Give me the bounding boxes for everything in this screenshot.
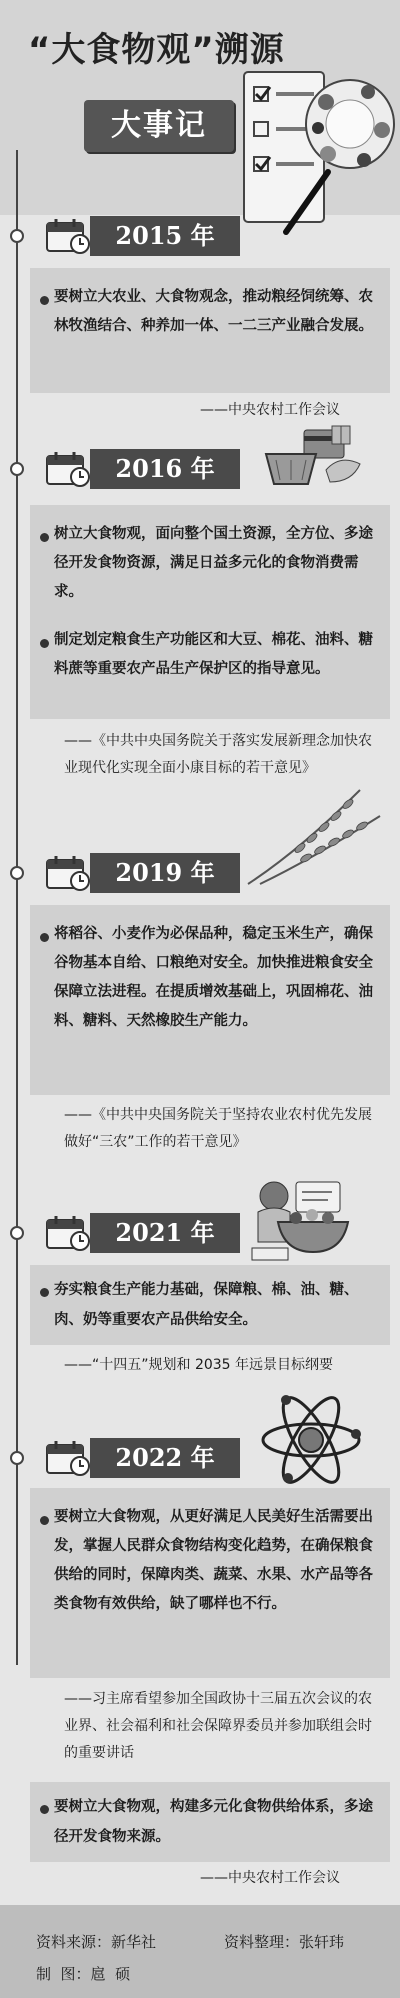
timeline-dot — [10, 229, 24, 243]
entry-text: 夯实粮食生产能力基础，保障粮、棉、油、糖、肉、奶等重要农产品供给安全。 — [54, 1282, 359, 1328]
entry-source: ——中央农村工作会议 — [200, 1870, 340, 1886]
entry-source: ——“十四五”规划和 2035 年远景目标纲要 — [64, 1357, 334, 1373]
rice-ear-icon — [240, 780, 390, 890]
entry-text: 制定划定粮食生产功能区和大豆、棉花、油料、糖料蔗等重要农产品生产保护区的指导意见。 — [54, 632, 373, 677]
entry-text: 要树立大农业、大食物观念，推动粮经饲统筹、农林牧渔结合、种养加一体、一二三产业融合发展。 — [54, 289, 373, 334]
year-label: 2015 年 — [90, 216, 240, 256]
bowl-cup-icon — [244, 1170, 374, 1262]
year-label: 2016 年 — [90, 449, 240, 489]
bullet-dot — [40, 933, 49, 942]
year-label: 2019 年 — [90, 853, 240, 893]
subtitle-badge — [84, 100, 234, 152]
entry-panel-2022 — [30, 1488, 390, 1678]
bullet-dot — [40, 296, 49, 305]
entry-text: 树立大食物观，面向整个国土资源，全方位、多途径开发食物资源，满足日益多元化的食物消费需求。 — [54, 526, 373, 600]
footer-compiler: 资料整理：张轩玮 — [224, 1933, 345, 1951]
calendar-icon — [46, 218, 90, 254]
bullet-dot — [40, 533, 49, 542]
year-label: 2022 年 — [90, 1438, 240, 1478]
bullet-dot — [40, 1516, 49, 1525]
bullet-dot — [40, 1805, 49, 1814]
entry-text: 要树立大食物观，构建多元化食物供给体系，多途径开发食物来源。 — [54, 1799, 373, 1845]
footer-designer: 制 图：扈 硕 — [36, 1965, 131, 1983]
timeline-dot — [10, 462, 24, 476]
entry-source: ——中央农村工作会议 — [200, 402, 340, 418]
bullet-dot — [40, 1288, 49, 1297]
header-banner — [0, 0, 400, 215]
page-title: “大食物观”溯源 — [28, 30, 285, 70]
checklist-food-plate-icon — [238, 52, 398, 242]
entry-text: 将稻谷、小麦作为必保品种，稳定玉米生产，确保谷物基本自给、口粮绝对安全。加快推进粮食安全保障立法进程。在提质增效基础上，巩固棉花、油料、糖料、天然橡胶生产能力。 — [54, 926, 373, 1029]
timeline-dot — [10, 1226, 24, 1240]
bullet-dot — [40, 639, 49, 648]
entry-panel-2022-b — [30, 1782, 390, 1862]
year-label: 2021 年 — [90, 1213, 240, 1253]
calendar-icon — [46, 855, 90, 891]
atom-science-icon — [256, 1390, 366, 1490]
page-subtitle: 大事记 — [111, 108, 207, 143]
footer-source: 资料来源：新华社 — [36, 1933, 157, 1951]
calendar-icon — [46, 451, 90, 487]
footer — [0, 1905, 400, 1998]
calendar-icon — [46, 1440, 90, 1476]
timeline-dot — [10, 1451, 24, 1465]
timeline-line — [16, 150, 18, 1665]
entry-source: ——习主席看望参加全国政协十三届五次会议的农业界、社会福利和社会保障界委员并参加联组会时的重要讲话 — [64, 1691, 372, 1761]
entry-text: 要树立大食物观，从更好满足人民美好生活需要出发，掌握人民群众食物结构变化趋势，在确保粮食供给的同时，保障肉类、蔬菜、水果、水产品等各类食物有效供给，缺了哪样也不行。 — [54, 1509, 373, 1612]
entry-source: ——《中共中央国务院关于落实发展新理念加快农业现代化实现全面小康目标的若干意见》 — [64, 733, 372, 776]
entry-panel-2019 — [30, 905, 390, 1095]
entry-panel-2015 — [30, 268, 390, 393]
shopping-basket-card-icon — [256, 424, 366, 494]
entry-panel-2021 — [30, 1265, 390, 1345]
entry-panel-2016 — [30, 505, 390, 719]
timeline-dot — [10, 866, 24, 880]
calendar-icon — [46, 1215, 90, 1251]
entry-source: ——《中共中央国务院关于坚持农业农村优先发展做好“三农”工作的若干意见》 — [64, 1107, 372, 1150]
